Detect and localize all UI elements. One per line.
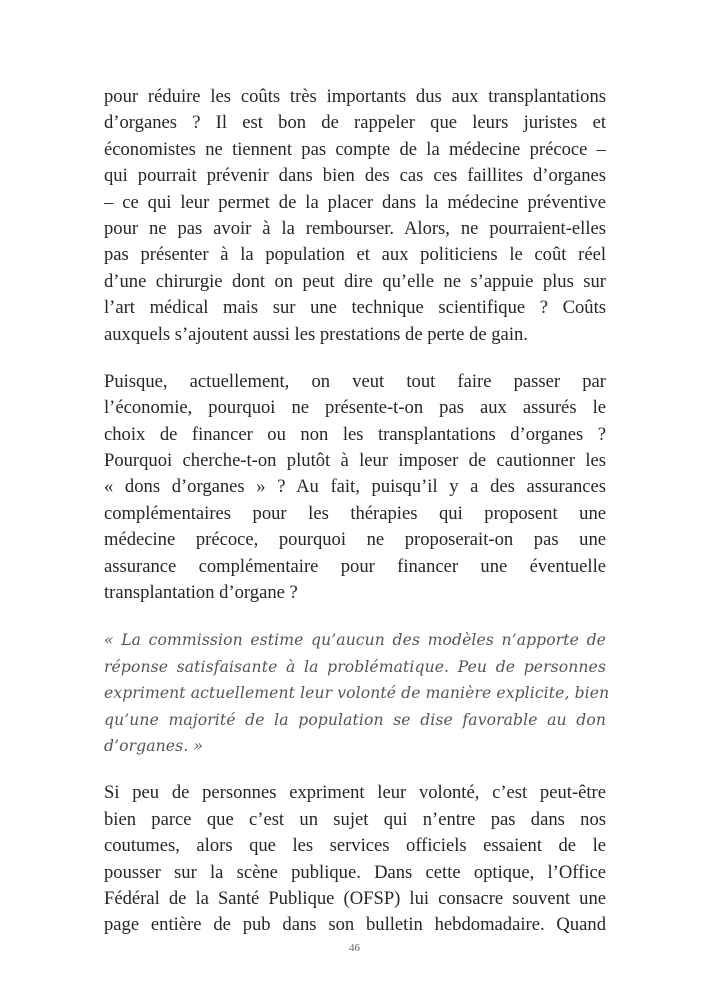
text-line: pousser sur la scène publique. Dans cette optique, l’Office [104,861,606,883]
text-line: choix de financer ou non les transplantations d’organes ? [104,423,606,445]
paragraph [104,369,606,607]
page-body [104,84,610,960]
text-line: complémentaires pour les thérapies qui proposent une [104,502,606,524]
text-line: qu’une majorité de la population se dise favorable au don [104,710,606,729]
text-line: – ce qui leur permet de la placer dans la médecine préventive [104,191,606,213]
block-quote [104,627,610,759]
text-line: pour réduire les coûts très importants dus aux transplantations [104,86,606,107]
text-line: d’une chirurgie dont on peut dire qu’elle ne s’appuie plus sur [104,270,606,292]
text-line: Fédéral de la Santé Publique (OFSP) lui consacre souvent une [104,887,606,909]
paragraph [104,780,606,938]
text-line: « La commission estime qu’aucun des modèles n’apporte de [104,631,606,650]
text-line: d’organes. » [104,736,203,755]
text-line: page entière de pub dans son bulletin hebdomadaire. Quand [104,914,606,936]
text-line: « dons d’organes » ? Au fait, puisqu’il y a des assurances [104,476,606,498]
text-line: l’art médical mais sur une technique scientifique ? Coûts [104,297,606,319]
text-line: transplantation d’organe ? [104,582,298,604]
text-line: qui pourrait prévenir dans bien des cas ces faillites d’organes [104,165,606,187]
text-line: d’organes ? Il est bon de rappeler que leurs juristes et [104,112,606,134]
text-line: pas présenter à la population et aux politiciens le coût réel [104,244,606,266]
text-line: coutumes, alors que les services officiels essaient de le [104,835,606,857]
text-line: pour ne pas avoir à la rembourser. Alors, ne pourraient-elles [104,217,606,239]
text-line: l’économie, pourquoi ne présente-t-on pas aux assurés le [104,397,606,419]
text-line: médecine précoce, pourquoi ne proposerait-on pas une [104,529,606,551]
text-line: Puisque, actuellement, on veut tout faire passer par [104,370,606,392]
text-line: bien parce que c’est un sujet qui n’entre pas dans nos [104,808,606,830]
paragraph [104,84,606,348]
text-line: assurance complémentaire pour financer une éventuelle [104,555,606,577]
text-line: Si peu de personnes expriment leur volonté, c’est peut-être [104,782,606,804]
text-line: réponse satisfaisante à la problématique. Peu de personnes [104,657,606,676]
text-line: Pourquoi cherche-t-on plutôt à leur imposer de cautionner les [104,450,606,472]
page-number: 46 [349,942,360,954]
text-line: économistes ne tiennent pas compte de la médecine précoce – [104,138,606,160]
text-line: auxquels s’ajoutent aussi les prestations de perte de gain. [104,323,528,345]
text-line: expriment actuellement leur volonté de manière explicite, bien [104,684,610,703]
